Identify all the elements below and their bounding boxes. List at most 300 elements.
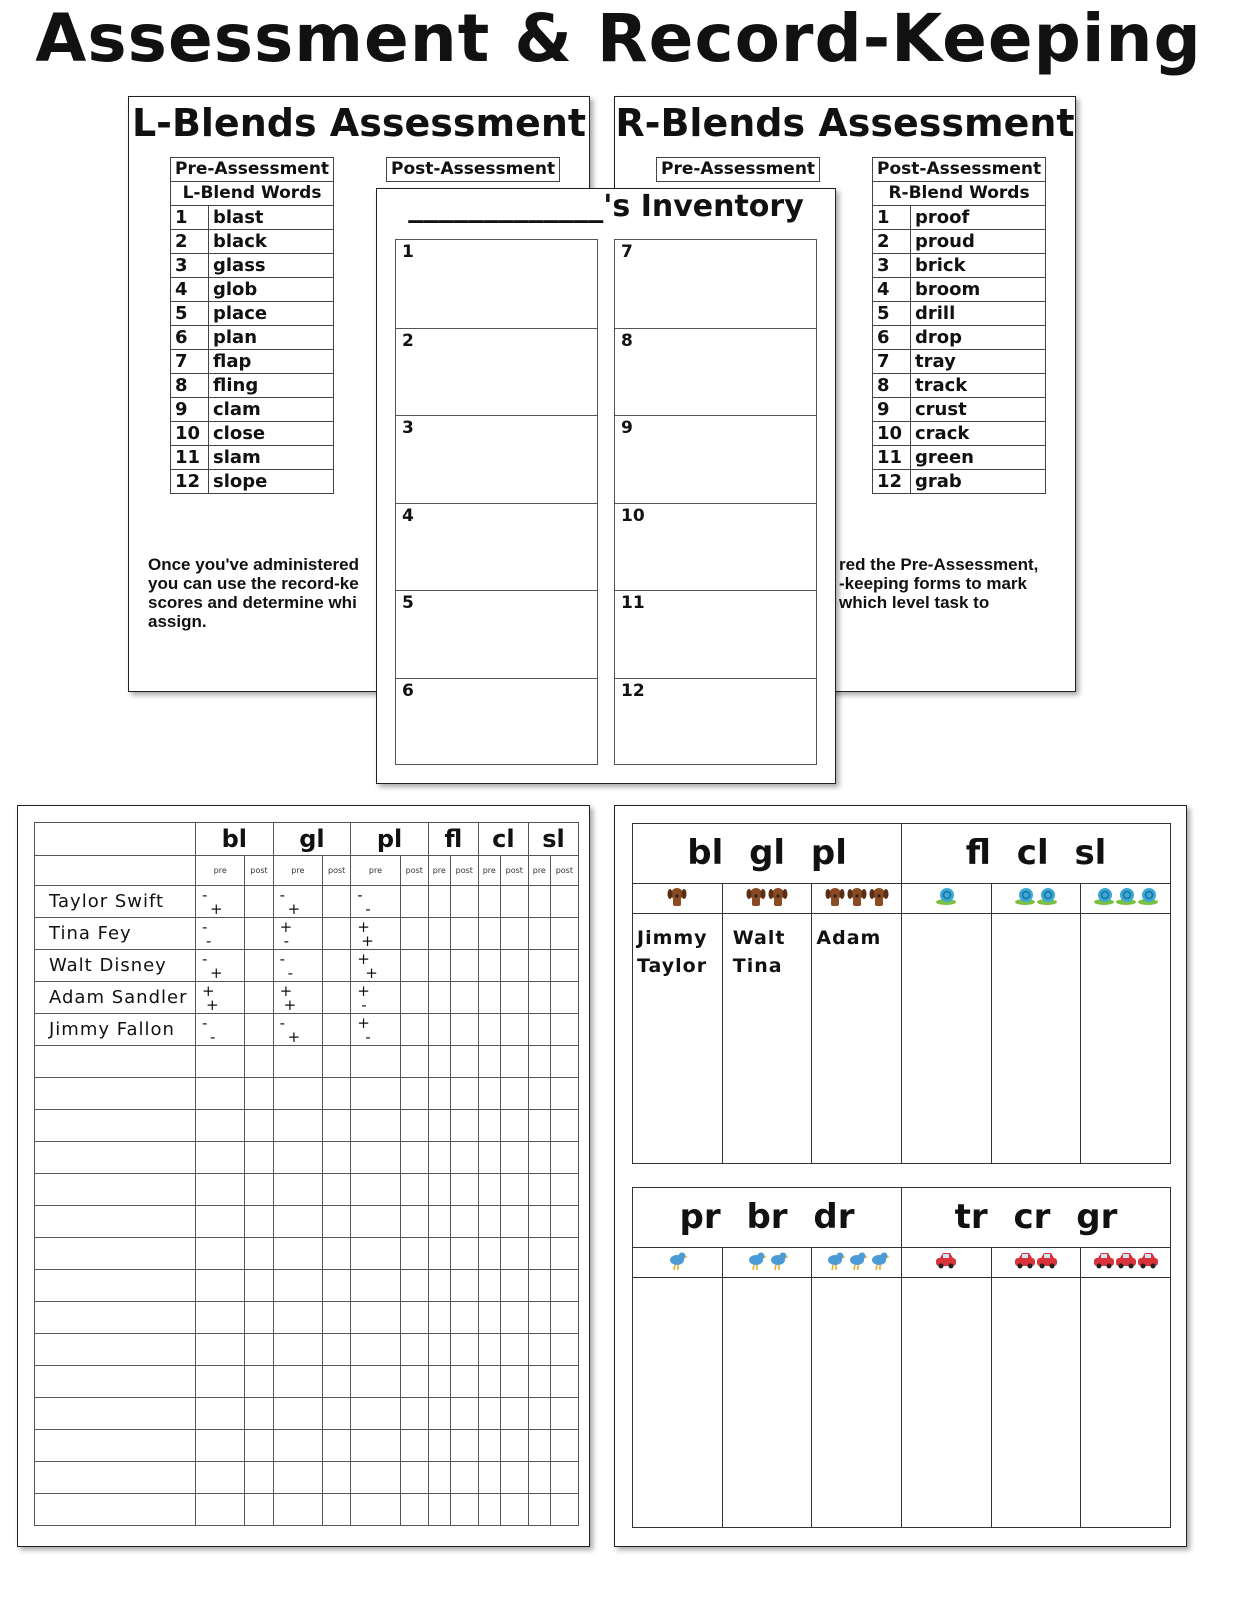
score-cell[interactable] — [500, 1014, 528, 1046]
score-cell[interactable] — [323, 1078, 351, 1110]
inventory-cell[interactable] — [615, 415, 816, 503]
score-cell[interactable] — [450, 1462, 478, 1494]
score-cell[interactable] — [478, 1430, 500, 1462]
score-cell[interactable] — [323, 1398, 351, 1430]
score-cell[interactable] — [528, 1206, 550, 1238]
score-cell[interactable] — [478, 1142, 500, 1174]
group-names-cell[interactable] — [812, 1278, 902, 1528]
score-cell[interactable] — [196, 1494, 245, 1526]
score-cell[interactable] — [428, 1110, 450, 1142]
score-cell[interactable] — [196, 982, 245, 1014]
score-cell[interactable] — [323, 1238, 351, 1270]
inventory-cell[interactable] — [615, 328, 816, 416]
score-cell[interactable] — [450, 1014, 478, 1046]
group-names-cell[interactable] — [991, 914, 1081, 1164]
student-name-empty[interactable] — [35, 1334, 196, 1366]
score-cell[interactable] — [400, 886, 428, 918]
score-cell[interactable] — [478, 1046, 500, 1078]
score-cell[interactable] — [273, 1206, 322, 1238]
dog-icon — [846, 885, 868, 913]
student-name-empty[interactable] — [35, 1238, 196, 1270]
score-cell[interactable] — [323, 1014, 351, 1046]
score-cell[interactable] — [450, 950, 478, 982]
score-cell[interactable] — [273, 918, 322, 950]
score-cell[interactable] — [351, 1014, 400, 1046]
score-cell[interactable] — [478, 1462, 500, 1494]
score-cell[interactable] — [351, 1206, 400, 1238]
score-cell[interactable] — [500, 950, 528, 982]
score-cell[interactable] — [550, 1078, 578, 1110]
score-cell[interactable] — [351, 1430, 400, 1462]
score-cell[interactable] — [528, 1142, 550, 1174]
score-cell[interactable] — [500, 1334, 528, 1366]
score-cell[interactable] — [500, 1110, 528, 1142]
score-cell[interactable] — [478, 1206, 500, 1238]
score-cell[interactable] — [428, 1462, 450, 1494]
score-cell[interactable] — [196, 1270, 245, 1302]
score-cell[interactable] — [351, 1334, 400, 1366]
post-label: post — [500, 856, 528, 886]
student-name-empty[interactable] — [35, 1078, 196, 1110]
score-cell[interactable] — [245, 1430, 273, 1462]
student-name-empty[interactable] — [35, 1462, 196, 1494]
score-cell[interactable] — [351, 1174, 400, 1206]
score-cell[interactable] — [323, 1206, 351, 1238]
dog-icon — [745, 885, 767, 913]
score-cell[interactable] — [550, 1430, 578, 1462]
student-name-empty[interactable] — [35, 1366, 196, 1398]
score-cell[interactable] — [500, 1270, 528, 1302]
score-cell[interactable] — [428, 950, 450, 982]
score-cell[interactable] — [428, 1174, 450, 1206]
score-cell[interactable] — [273, 1334, 322, 1366]
score-cell[interactable] — [245, 1014, 273, 1046]
score-cell[interactable] — [450, 1366, 478, 1398]
score-cell[interactable] — [528, 1110, 550, 1142]
score-cell[interactable] — [500, 1206, 528, 1238]
score-cell[interactable] — [273, 1014, 322, 1046]
group-header: pr br dr — [633, 1188, 902, 1248]
car-icon — [1036, 1249, 1058, 1277]
score-cell[interactable] — [428, 1334, 450, 1366]
inventory-cell[interactable] — [396, 415, 597, 503]
bird-icon — [767, 1249, 789, 1277]
score-cell[interactable] — [450, 1206, 478, 1238]
student-row — [35, 918, 579, 950]
score-cell[interactable] — [550, 1014, 578, 1046]
score-cell[interactable] — [323, 1302, 351, 1334]
score-cell[interactable] — [428, 1046, 450, 1078]
score-cell[interactable] — [245, 886, 273, 918]
score-cell[interactable] — [550, 1334, 578, 1366]
score-cell[interactable] — [428, 1366, 450, 1398]
score-cell[interactable] — [450, 982, 478, 1014]
score-cell[interactable] — [196, 950, 245, 982]
score-cell[interactable] — [450, 1046, 478, 1078]
score-cell[interactable] — [323, 886, 351, 918]
score-cell[interactable] — [428, 1494, 450, 1526]
score-cell[interactable] — [428, 1270, 450, 1302]
score-cell[interactable] — [351, 1302, 400, 1334]
word-number: 5 — [873, 302, 911, 326]
score-cell[interactable] — [478, 1110, 500, 1142]
score-cell[interactable] — [428, 1398, 450, 1430]
score-cell[interactable] — [245, 982, 273, 1014]
score-cell[interactable] — [245, 918, 273, 950]
score-cell[interactable] — [500, 1430, 528, 1462]
score-cell[interactable] — [400, 1334, 428, 1366]
score-cell[interactable] — [323, 1046, 351, 1078]
score-cell[interactable] — [351, 982, 400, 1014]
score-cell[interactable] — [400, 950, 428, 982]
score-cell[interactable] — [273, 1238, 322, 1270]
score-cell[interactable] — [500, 886, 528, 918]
group-names-cell[interactable] — [1081, 914, 1171, 1164]
student-name-empty[interactable] — [35, 1398, 196, 1430]
score-cell[interactable] — [500, 1366, 528, 1398]
score-cell[interactable] — [245, 1238, 273, 1270]
score-cell[interactable] — [428, 982, 450, 1014]
score-cell[interactable] — [323, 982, 351, 1014]
score-cell[interactable] — [245, 1302, 273, 1334]
empty-row — [35, 1334, 579, 1366]
score-cell[interactable] — [450, 886, 478, 918]
score-cell[interactable] — [550, 950, 578, 982]
score-cell[interactable] — [196, 1142, 245, 1174]
score-cell[interactable] — [273, 1270, 322, 1302]
score-cell[interactable] — [351, 950, 400, 982]
score-cell[interactable] — [428, 1238, 450, 1270]
score-cell[interactable] — [323, 1366, 351, 1398]
score-cell[interactable] — [428, 1078, 450, 1110]
score-cell[interactable] — [400, 1206, 428, 1238]
score-cell[interactable] — [196, 1462, 245, 1494]
score-cell[interactable] — [323, 1142, 351, 1174]
score-cell[interactable] — [323, 1430, 351, 1462]
group-header-row — [633, 824, 1171, 884]
score-cell[interactable] — [528, 1014, 550, 1046]
score-cell[interactable] — [196, 1398, 245, 1430]
dog-icon — [666, 885, 688, 913]
student-name-empty[interactable] — [35, 1302, 196, 1334]
score-cell[interactable] — [400, 1366, 428, 1398]
score-cell[interactable] — [245, 1142, 273, 1174]
score-cell[interactable] — [273, 1174, 322, 1206]
score-cell[interactable] — [273, 1142, 322, 1174]
score-cell[interactable] — [450, 1078, 478, 1110]
score-cell[interactable] — [400, 1238, 428, 1270]
score-cell[interactable] — [478, 1238, 500, 1270]
score-cell[interactable] — [478, 886, 500, 918]
score-cell[interactable] — [550, 1142, 578, 1174]
score-cell[interactable] — [550, 982, 578, 1014]
score-cell[interactable] — [550, 886, 578, 918]
score-cell[interactable] — [478, 1174, 500, 1206]
score-cell[interactable] — [400, 1494, 428, 1526]
score-cell[interactable] — [428, 1014, 450, 1046]
score-cell[interactable] — [478, 1334, 500, 1366]
score-marks — [274, 1015, 305, 1045]
score-cell[interactable] — [273, 1494, 322, 1526]
score-cell[interactable] — [550, 1302, 578, 1334]
score-cell[interactable] — [478, 1398, 500, 1430]
score-cell[interactable] — [450, 1174, 478, 1206]
score-cell[interactable] — [528, 1430, 550, 1462]
score-cell[interactable] — [550, 1270, 578, 1302]
student-name-empty[interactable] — [35, 1174, 196, 1206]
pre-label: pre — [428, 856, 450, 886]
score-cell[interactable] — [428, 1206, 450, 1238]
inventory-cell[interactable] — [615, 240, 816, 328]
student-name-empty[interactable] — [35, 1142, 196, 1174]
score-cell[interactable] — [550, 1238, 578, 1270]
score-cell[interactable] — [428, 1142, 450, 1174]
score-cell[interactable] — [400, 1110, 428, 1142]
score-cell[interactable] — [450, 1302, 478, 1334]
tracking-sheet-page — [17, 805, 590, 1547]
score-cell[interactable] — [323, 1270, 351, 1302]
score-cell[interactable] — [428, 918, 450, 950]
score-cell[interactable] — [400, 1174, 428, 1206]
score-cell[interactable] — [450, 1430, 478, 1462]
student-name-empty[interactable] — [35, 1270, 196, 1302]
score-cell[interactable] — [500, 1494, 528, 1526]
student-name-empty[interactable] — [35, 1494, 196, 1526]
score-cell[interactable] — [528, 1270, 550, 1302]
score-cell[interactable] — [428, 1302, 450, 1334]
score-cell[interactable] — [196, 1334, 245, 1366]
score-cell[interactable] — [428, 1430, 450, 1462]
score-cell[interactable] — [351, 886, 400, 918]
score-cell[interactable] — [528, 950, 550, 982]
score-cell[interactable] — [450, 1142, 478, 1174]
score-cell[interactable] — [245, 1398, 273, 1430]
score-cell[interactable] — [196, 1174, 245, 1206]
score-cell[interactable] — [500, 1398, 528, 1430]
score-cell[interactable] — [196, 1206, 245, 1238]
score-cell[interactable] — [323, 1110, 351, 1142]
inventory-cell[interactable] — [396, 678, 597, 766]
score-cell[interactable] — [273, 1430, 322, 1462]
score-cell[interactable] — [550, 1174, 578, 1206]
score-cell[interactable] — [245, 1462, 273, 1494]
score-marks — [274, 951, 305, 981]
score-cell[interactable] — [323, 1462, 351, 1494]
score-cell[interactable] — [478, 950, 500, 982]
score-cell[interactable] — [528, 1366, 550, 1398]
inventory-cell[interactable] — [396, 590, 597, 678]
score-cell[interactable] — [351, 1270, 400, 1302]
score-cell[interactable] — [450, 1494, 478, 1526]
score-marks — [351, 919, 382, 949]
score-cell[interactable] — [528, 1494, 550, 1526]
score-cell[interactable] — [351, 1366, 400, 1398]
score-cell[interactable] — [400, 1430, 428, 1462]
score-cell[interactable] — [478, 918, 500, 950]
score-cell[interactable] — [245, 1078, 273, 1110]
student-name: Jimmy — [637, 927, 708, 949]
score-cell[interactable] — [528, 982, 550, 1014]
score-cell[interactable] — [400, 1078, 428, 1110]
score-cell[interactable] — [273, 1462, 322, 1494]
score-cell[interactable] — [500, 1046, 528, 1078]
inventory-cell[interactable] — [396, 503, 597, 591]
score-mark: - — [202, 949, 208, 968]
score-cell[interactable] — [245, 1174, 273, 1206]
score-cell[interactable] — [273, 1398, 322, 1430]
score-cell[interactable] — [245, 950, 273, 982]
score-cell[interactable] — [245, 1270, 273, 1302]
score-cell[interactable] — [196, 1366, 245, 1398]
score-cell[interactable] — [550, 1462, 578, 1494]
student-name-empty[interactable] — [35, 1110, 196, 1142]
score-cell[interactable] — [500, 918, 528, 950]
word-cell: crust — [911, 398, 1046, 422]
score-cell[interactable] — [196, 1238, 245, 1270]
score-cell[interactable] — [351, 918, 400, 950]
group-names-cell[interactable] — [722, 1278, 812, 1528]
score-cell[interactable] — [196, 918, 245, 950]
score-cell[interactable] — [478, 1366, 500, 1398]
score-cell[interactable] — [528, 1462, 550, 1494]
score-cell[interactable] — [500, 1302, 528, 1334]
score-cell[interactable] — [528, 1078, 550, 1110]
score-cell[interactable] — [478, 1302, 500, 1334]
score-cell[interactable] — [550, 1398, 578, 1430]
score-cell[interactable] — [478, 1078, 500, 1110]
score-cell[interactable] — [500, 982, 528, 1014]
score-cell[interactable] — [550, 918, 578, 950]
score-cell[interactable] — [550, 1206, 578, 1238]
score-cell[interactable] — [351, 1046, 400, 1078]
score-cell[interactable] — [478, 982, 500, 1014]
score-cell[interactable] — [550, 1366, 578, 1398]
student-name-empty[interactable] — [35, 1206, 196, 1238]
score-cell[interactable] — [500, 1238, 528, 1270]
group-names-cell[interactable] — [902, 1278, 992, 1528]
score-cell[interactable] — [196, 1110, 245, 1142]
group-names-cell[interactable] — [1081, 1278, 1171, 1528]
score-cell[interactable] — [245, 1494, 273, 1526]
score-cell[interactable] — [351, 1462, 400, 1494]
score-cell[interactable] — [351, 1398, 400, 1430]
score-cell[interactable] — [400, 982, 428, 1014]
score-cell[interactable] — [450, 1334, 478, 1366]
score-cell[interactable] — [273, 886, 322, 918]
score-cell[interactable] — [478, 1494, 500, 1526]
score-cell[interactable] — [500, 1174, 528, 1206]
score-cell[interactable] — [528, 1334, 550, 1366]
score-cell[interactable] — [450, 918, 478, 950]
student-name-empty[interactable] — [35, 1430, 196, 1462]
inventory-cell[interactable] — [615, 590, 816, 678]
score-cell[interactable] — [400, 1142, 428, 1174]
score-cell[interactable] — [273, 1046, 322, 1078]
score-cell[interactable] — [323, 950, 351, 982]
score-cell[interactable] — [245, 1046, 273, 1078]
score-cell[interactable] — [400, 1014, 428, 1046]
score-cell[interactable] — [500, 1462, 528, 1494]
score-cell[interactable] — [196, 1430, 245, 1462]
blend-header: cl — [478, 823, 528, 856]
score-cell[interactable] — [528, 918, 550, 950]
score-cell[interactable] — [323, 1334, 351, 1366]
score-cell[interactable] — [400, 1270, 428, 1302]
score-cell[interactable] — [323, 918, 351, 950]
score-cell[interactable] — [550, 1110, 578, 1142]
inventory-cell[interactable] — [396, 328, 597, 416]
score-cell[interactable] — [245, 1366, 273, 1398]
score-cell[interactable] — [450, 1270, 478, 1302]
score-cell[interactable] — [273, 1078, 322, 1110]
score-cell[interactable] — [196, 1302, 245, 1334]
score-cell[interactable] — [196, 1046, 245, 1078]
score-cell[interactable] — [351, 1238, 400, 1270]
score-cell[interactable] — [351, 1494, 400, 1526]
score-cell[interactable] — [196, 886, 245, 918]
group-names-cell[interactable] — [991, 1278, 1081, 1528]
score-cell[interactable] — [528, 1398, 550, 1430]
score-cell[interactable] — [528, 886, 550, 918]
group-names-cell[interactable] — [633, 1278, 723, 1528]
inventory-cell[interactable] — [396, 240, 597, 328]
group-names-cell[interactable] — [902, 914, 992, 1164]
score-cell[interactable] — [528, 1174, 550, 1206]
score-cell[interactable] — [196, 1078, 245, 1110]
score-cell[interactable] — [400, 1462, 428, 1494]
score-cell[interactable] — [450, 1110, 478, 1142]
score-cell[interactable] — [273, 982, 322, 1014]
score-cell[interactable] — [323, 1174, 351, 1206]
score-cell[interactable] — [428, 886, 450, 918]
score-cell[interactable] — [528, 1238, 550, 1270]
score-cell[interactable] — [245, 1334, 273, 1366]
score-cell[interactable] — [245, 1206, 273, 1238]
score-cell[interactable] — [450, 1398, 478, 1430]
score-cell[interactable] — [351, 1078, 400, 1110]
score-cell[interactable] — [528, 1302, 550, 1334]
inventory-cell[interactable] — [615, 503, 816, 591]
score-cell[interactable] — [273, 950, 322, 982]
group-names-cell[interactable] — [812, 914, 902, 1164]
score-cell[interactable] — [450, 1238, 478, 1270]
score-cell[interactable] — [273, 1302, 322, 1334]
score-cell[interactable] — [323, 1494, 351, 1526]
score-cell[interactable] — [528, 1046, 550, 1078]
group-names-cell[interactable] — [633, 914, 723, 1164]
score-cell[interactable] — [400, 1302, 428, 1334]
inventory-cell[interactable] — [615, 678, 816, 766]
level-icon-cell — [722, 884, 812, 914]
score-cell[interactable] — [273, 1110, 322, 1142]
score-cell[interactable] — [478, 1270, 500, 1302]
score-cell[interactable] — [400, 918, 428, 950]
score-cell[interactable] — [500, 1142, 528, 1174]
score-cell[interactable] — [273, 1366, 322, 1398]
score-cell[interactable] — [550, 1494, 578, 1526]
score-cell[interactable] — [351, 1142, 400, 1174]
score-cell[interactable] — [400, 1398, 428, 1430]
score-cell[interactable] — [550, 1046, 578, 1078]
group-names-cell[interactable] — [722, 914, 812, 1164]
student-name-empty[interactable] — [35, 1046, 196, 1078]
score-cell[interactable] — [400, 1046, 428, 1078]
score-cell[interactable] — [196, 1014, 245, 1046]
score-cell[interactable] — [500, 1078, 528, 1110]
score-cell[interactable] — [245, 1110, 273, 1142]
score-cell[interactable] — [478, 1014, 500, 1046]
score-cell[interactable] — [351, 1110, 400, 1142]
